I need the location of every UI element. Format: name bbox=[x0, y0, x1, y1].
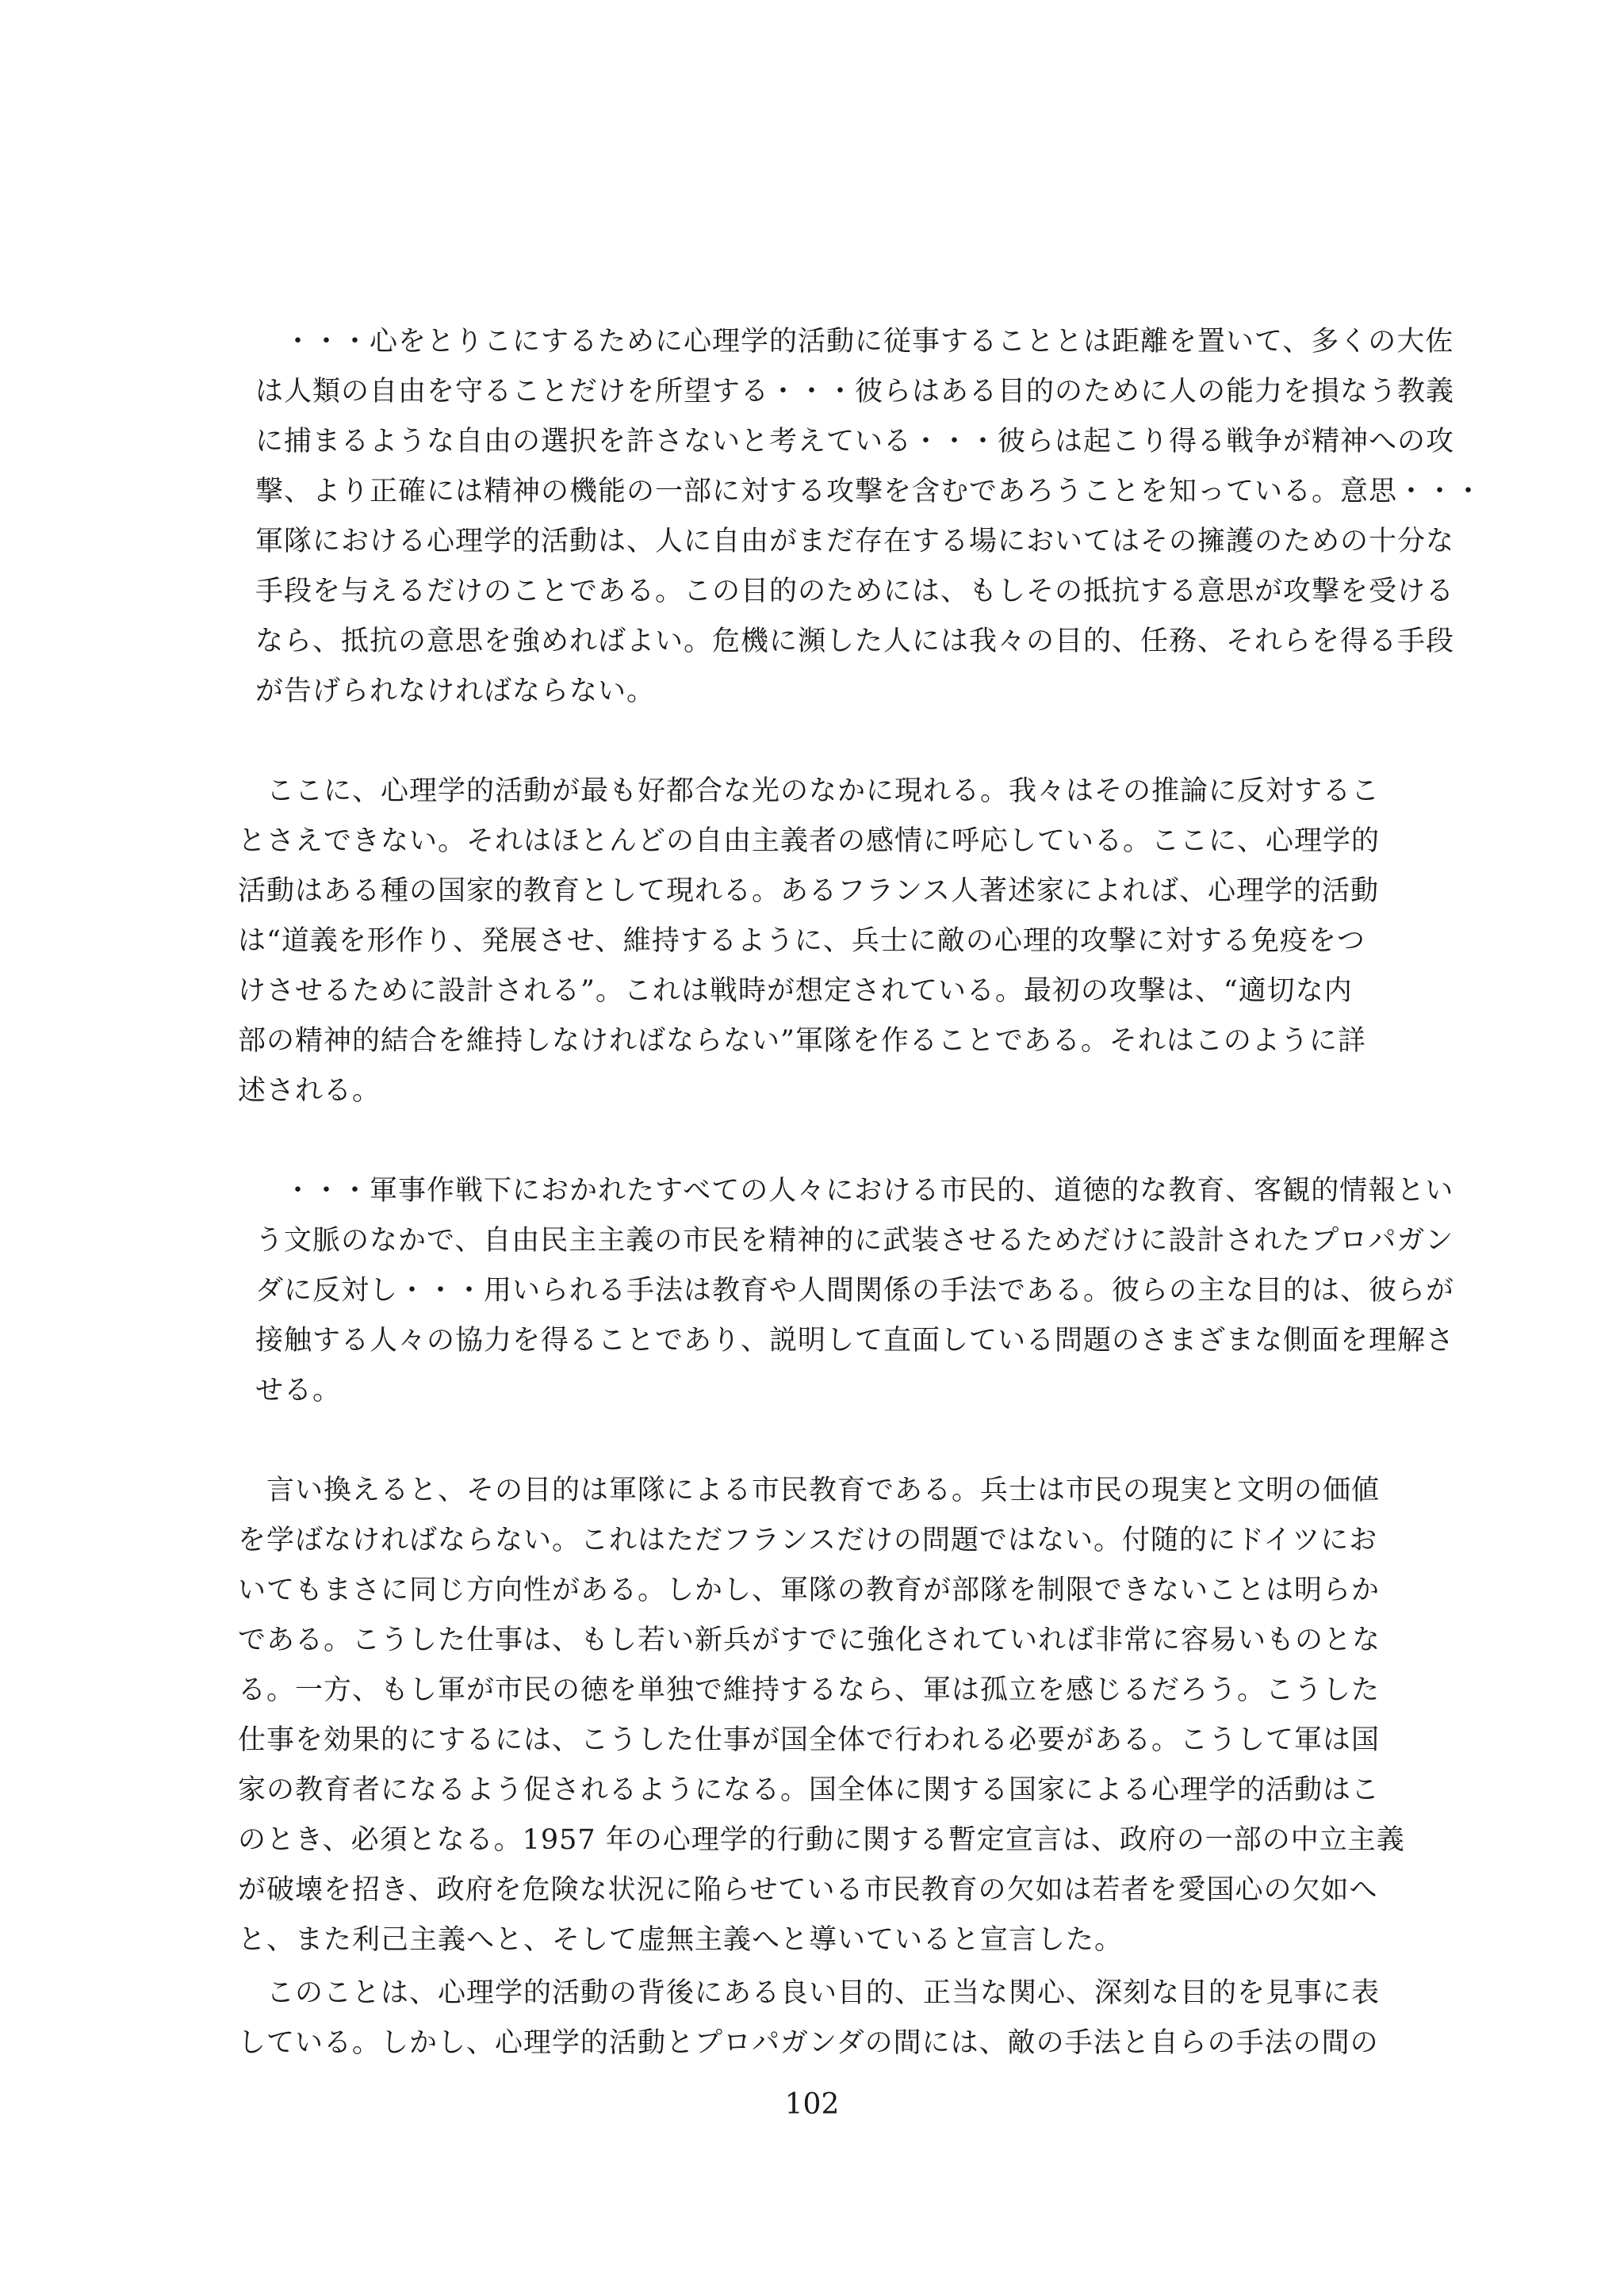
text-line: 部の精神的結合を維持しなければならない”軍隊を作ることである。それはこのように詳 bbox=[238, 1025, 1366, 1057]
text-line: ここに、心理学的活動が最も好都合な光のなかに現れる。我々はその推論に反対するこ bbox=[238, 775, 1381, 807]
text-line: 述される。 bbox=[238, 1075, 381, 1107]
text-line: う文脈のなかで、自由民主主義の市民を精神的に武装させるためだけに設計されたプロパガン bbox=[255, 1225, 1454, 1257]
text-line: 仕事を効果的にするには、こうした仕事が国全体で行われる必要がある。こうして軍は国 bbox=[238, 1724, 1381, 1756]
text-line: している。しかし、心理学的活動とプロパガンダの間には、敵の手法と自らの手法の間の bbox=[238, 2027, 1379, 2059]
text-line: 撃、より正確には精神の機能の一部に対する攻撃を含むであろうことを知っている。意思・・・ bbox=[255, 476, 1484, 507]
text-line: 言い換えると、その目的は軍隊による市民教育である。兵士は市民の現実と文明の価値 bbox=[238, 1475, 1381, 1506]
text-line: ダに反対し・・・用いられる手法は教育や人間関係の手法である。彼らの主な目的は、彼らが bbox=[255, 1275, 1455, 1307]
body-paragraph-1 bbox=[238, 767, 1388, 1116]
text-line: ・・・心をとりこにするために心理学的活動に従事することとは距離を置いて、多くの大佐 bbox=[255, 326, 1454, 358]
text-line: は人類の自由を守ることだけを所望する・・・彼らはある目的のために人の能力を損なう教義 bbox=[255, 376, 1455, 408]
text-line: とさえできない。それはほとんどの自由主義者の感情に呼応している。ここに、心理学的 bbox=[238, 825, 1381, 857]
text-line: 手段を与えるだけのことである。この目的のためには、もしその抵抗する意思が攻撃を受ける bbox=[255, 576, 1455, 607]
text-line: と、また利己主義へと、そして虚無主義へと導いていると宣言した。 bbox=[238, 1924, 1124, 1956]
text-line: る。一方、もし軍が市民の徳を単独で維持するなら、軍は孤立を感じるだろう。こうした bbox=[238, 1674, 1381, 1706]
page-number: 102 bbox=[784, 2088, 840, 2121]
text-line: 軍隊における心理学的活動は、人に自由がまだ存在する場においてはその擁護のための十分な bbox=[255, 526, 1455, 557]
text-line: せる。 bbox=[255, 1375, 342, 1406]
text-line: このことは、心理学的活動の背後にある良い目的、正当な関心、深刻な目的を見事に表 bbox=[238, 1977, 1381, 2009]
text-line: である。こうした仕事は、もし若い新兵がすでに強化されていれば非常に容易いものとな bbox=[238, 1624, 1381, 1656]
text-line: けさせるために設計される”。これは戦時が想定されている。最初の攻撃は、“適切な内 bbox=[238, 975, 1353, 1007]
text-line: ・・・軍事作戦下におかれたすべての人々における市民的、道徳的な教育、客観的情報とい bbox=[255, 1175, 1454, 1207]
text-line: に捕まるような自由の選択を許さないと考えている・・・彼らは起こり得る戦争が精神への攻 bbox=[255, 426, 1455, 457]
text-line: は“道義を形作り、発展させ、維持するように、兵士に敵の心理的攻撃に対する免疫をつ bbox=[238, 925, 1365, 957]
text-line: 接触する人々の協力を得ることであり、説明して直面している問題のさまざまな側面を理解さ bbox=[255, 1325, 1455, 1357]
text-line: を学ばなければならない。これはただフランスだけの問題ではない。付随的にドイツにお bbox=[238, 1525, 1378, 1556]
body-paragraph-3 bbox=[238, 1969, 1388, 2068]
page-body bbox=[238, 317, 1484, 2068]
block-quote-1 bbox=[255, 317, 1484, 717]
text-line: いてもまさに同じ方向性がある。しかし、軍隊の教育が部隊を制限できないことは明らか bbox=[238, 1575, 1381, 1606]
text-line: のとき、必須となる。1957 年の心理学的行動に関する暫定宣言は、政府の一部の中立主義 bbox=[238, 1824, 1405, 1856]
text-line: が告げられなければならない。 bbox=[255, 675, 656, 707]
text-line: 活動はある種の国家的教育として現れる。あるフランス人著述家によれば、心理学的活動 bbox=[238, 875, 1379, 907]
body-paragraph-2 bbox=[238, 1466, 1405, 1965]
text-line: が破壊を招き、政府を危険な状況に陥らせている市民教育の欠如は若者を愛国心の欠如へ bbox=[238, 1874, 1378, 1906]
block-quote-2 bbox=[255, 1166, 1455, 1416]
text-line: 家の教育者になるよう促されるようになる。国全体に関する国家による心理学的活動はこ bbox=[238, 1774, 1381, 1806]
text-line: なら、抵抗の意思を強めればよい。危機に瀕した人には我々の目的、任務、それらを得る手段 bbox=[255, 626, 1455, 657]
